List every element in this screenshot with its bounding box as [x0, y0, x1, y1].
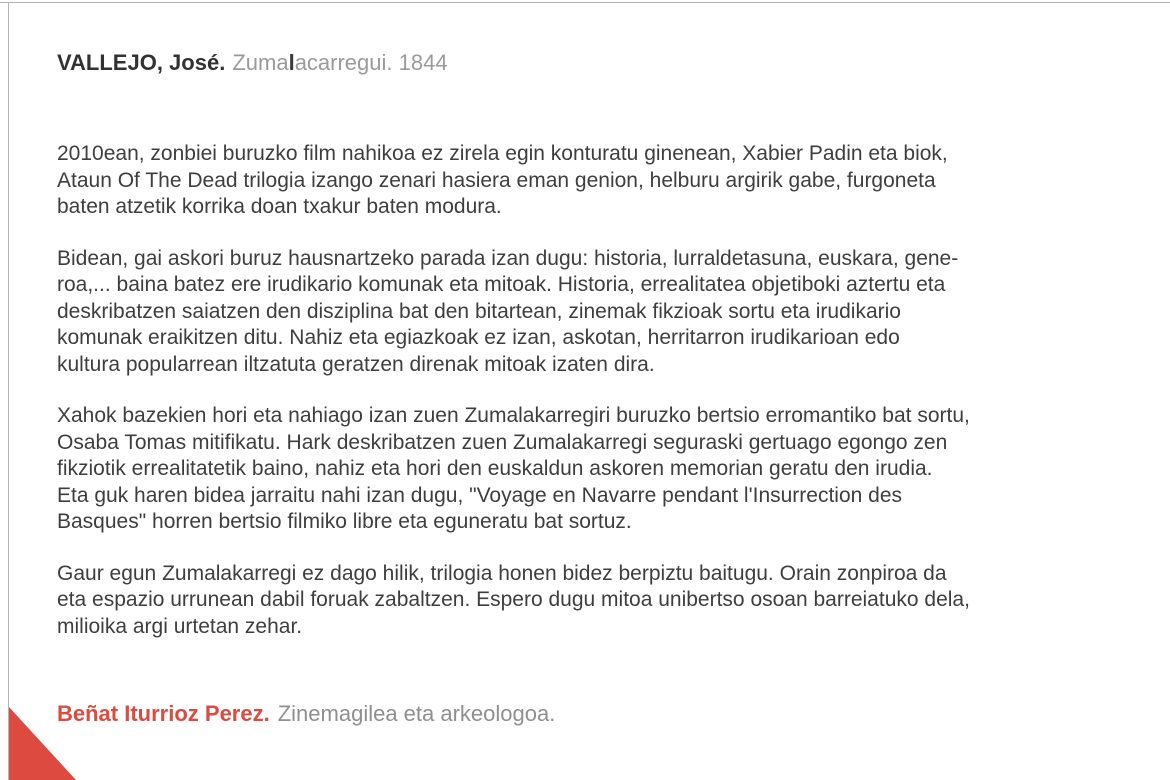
text-line: Gaur egun Zumalakarregi ez dago hilik, trilogia honen bidez berpiztu baitugu. Orain zonpiroa da	[57, 561, 947, 585]
text-line: Ataun Of The Dead trilogia izango zenari hasiera eman genion, helburu argirik gabe, furgoneta	[57, 168, 936, 192]
text-line: Xahok bazekien hori eta nahiago izan zuen Zumalakarregiri buruzko bertsio erromantiko bat sortu,	[57, 404, 970, 427]
text-line: deskribatzen saiatzen den disziplina bat den bitartean, zinemak fikzioak sortu eta irudikario	[57, 299, 901, 323]
paragraph	[57, 246, 970, 379]
artwork-title	[232, 50, 447, 75]
text-line: milioika argi urtetan zehar.	[57, 614, 303, 638]
left-rule-divider	[8, 2, 9, 780]
paragraph	[57, 403, 970, 536]
artwork-title-segment: acarregui. 1844	[294, 50, 448, 75]
paragraph	[57, 561, 970, 641]
artwork-caption	[57, 50, 448, 76]
author-caption	[57, 701, 555, 727]
text-line: komunak eraikitzen ditu. Nahiz eta egiazkoak ez izan, askotan, herritarron irudikarioan edo	[57, 326, 900, 349]
author-name: Beñat Iturrioz Perez.	[57, 701, 270, 726]
text-line: Bidean, gai askori buruz hausnartzeko parada izan dugu: historia, lurraldetasuna, euskara, gene-	[57, 246, 959, 270]
author-role: Zinemagilea eta arkeologoa.	[277, 701, 556, 726]
top-rule-divider	[0, 2, 1170, 3]
article-body	[57, 141, 970, 665]
text-line: roa,... baina batez ere irudikario komunak eta mitoak. Historia, errealitatea objetiboki aztertu eta	[57, 273, 946, 296]
text-line: 2010ean, zonbiei buruzko film nahikoa ez zirela egin konturatu ginenean, Xabier Padin eta biok,	[57, 142, 948, 165]
artwork-title-segment: Zuma	[232, 50, 289, 75]
text-line: Osaba Tomas mitifikatu. Hark deskribatzen zuen Zumalakarregi seguraski gertuago egongo zen	[57, 430, 948, 454]
text-line: Eta guk haren bidea jarraitu nahi izan dugu, "Voyage en Navarre pendant l'Insurrection des	[57, 483, 903, 507]
text-line: Basques" horren bertsio filmiko libre eta eguneratu bat sortuz.	[57, 510, 632, 533]
text-line: fikziotik errealitatetik baino, nahiz eta hori den euskaldun askoren memorian geratu den irudia.	[57, 457, 933, 480]
artist-name: VALLEJO, José.	[57, 50, 226, 75]
text-line: eta espazio urrunean dabil foruak zabaltzen. Espero dugu mitoa unibertso osoan barreiatuko dela,	[57, 588, 970, 611]
text-line: baten atzetik korrika doan txakur baten modura.	[57, 195, 502, 218]
artwork-title-segment: l	[288, 50, 295, 75]
text-line: kultura popularrean iltzatuta geratzen direnak mitoak izaten dira.	[57, 352, 655, 376]
paragraph	[57, 141, 970, 221]
